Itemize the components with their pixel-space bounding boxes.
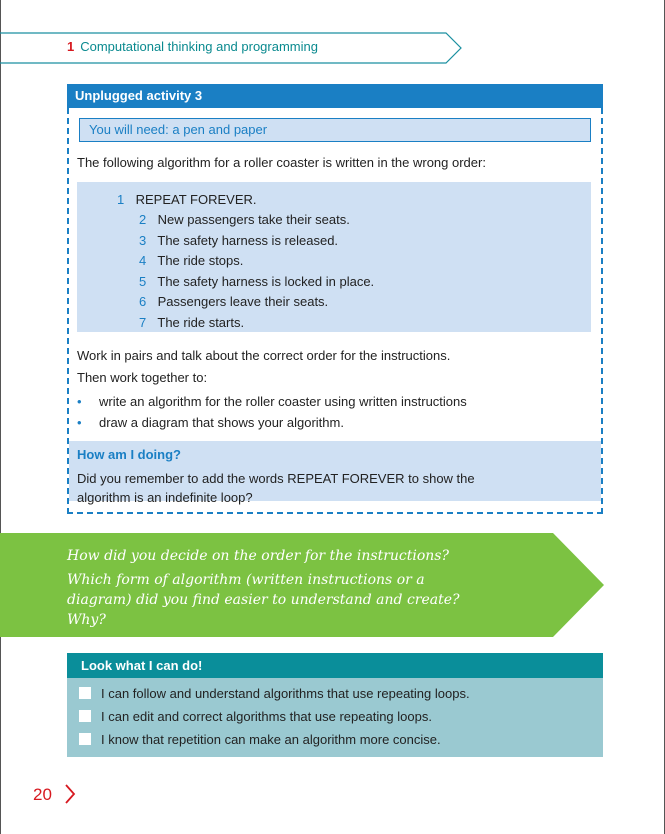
step-text: New passengers take their seats.	[157, 212, 350, 227]
bullet-item	[77, 394, 467, 409]
reflection-questions	[67, 546, 487, 630]
bullet-dot-icon: •	[77, 394, 82, 409]
activity-intro: The following algorithm for a roller coaster is written in the wrong order:	[77, 155, 486, 170]
work-instructions-line2: Then work together to:	[77, 370, 208, 385]
can-do-text: I can edit and correct algorithms that use repeating loops.	[101, 709, 432, 724]
checkbox[interactable]	[79, 733, 91, 745]
how-am-i-doing-text: Did you remember to add the words REPEAT FOREVER to show the algorithm is an indefinite loop?	[77, 471, 475, 505]
can-do-item	[79, 732, 441, 747]
step-text: The ride stops.	[157, 253, 244, 268]
algorithm-step	[139, 315, 244, 330]
can-do-title: Look what I can do!	[67, 653, 603, 678]
bullet-text: draw a diagram that shows your algorithm.	[99, 415, 344, 430]
step-number: 1	[117, 192, 125, 207]
step-number: 5	[139, 274, 147, 289]
bullet-text: write an algorithm for the roller coaster using written instructions	[99, 394, 467, 409]
algorithm-list	[77, 182, 591, 332]
you-will-need-box	[79, 118, 591, 142]
reflection-question-2: Which form of algorithm (written instructions or a diagram) did you find easier to understand and create? Why?	[67, 572, 460, 628]
chapter-heading	[67, 39, 318, 54]
algorithm-step	[117, 192, 257, 207]
page-number: 20	[33, 785, 52, 804]
step-text: The safety harness is locked in place.	[157, 274, 375, 289]
need-label: You will need:	[89, 122, 169, 137]
can-do-text: I can follow and understand algorithms that use repeating loops.	[101, 686, 470, 701]
can-do-item	[79, 686, 470, 701]
page-edge-left	[0, 0, 1, 834]
checkbox[interactable]	[79, 687, 91, 699]
bullet-item	[77, 415, 344, 430]
algorithm-step	[139, 212, 350, 227]
chapter-title: Computational thinking and programming	[80, 39, 318, 54]
dashed-border-right	[601, 108, 603, 514]
step-text: Passengers leave their seats.	[157, 294, 329, 309]
step-number: 4	[139, 253, 147, 268]
reflection-question-1: How did you decide on the order for the instructions?	[67, 548, 449, 564]
how-am-i-doing-box	[69, 441, 601, 505]
step-number: 3	[139, 233, 147, 248]
algorithm-step	[139, 233, 338, 248]
unplugged-activity-box	[67, 84, 603, 514]
dashed-border-bottom	[67, 512, 603, 514]
how-am-i-doing-title: How am I doing?	[77, 447, 181, 462]
work-instructions-line1: Work in pairs and talk about the correct order for the instructions.	[77, 348, 451, 363]
algorithm-step	[139, 253, 243, 268]
need-value: a pen and paper	[172, 122, 268, 137]
algorithm-step	[139, 294, 328, 309]
step-text: REPEAT FOREVER.	[135, 192, 257, 207]
step-number: 6	[139, 294, 147, 309]
can-do-item	[79, 709, 432, 724]
can-do-box	[67, 653, 603, 757]
algorithm-step	[139, 274, 374, 289]
chapter-number: 1	[67, 39, 75, 54]
checkbox[interactable]	[79, 710, 91, 722]
activity-title: Unplugged activity 3	[67, 84, 603, 108]
step-number: 7	[139, 315, 147, 330]
step-number: 2	[139, 212, 147, 227]
can-do-text: I know that repetition can make an algorithm more concise.	[101, 732, 441, 747]
step-text: The ride starts.	[157, 315, 245, 330]
bullet-dot-icon: •	[77, 415, 82, 430]
step-text: The safety harness is released.	[157, 233, 339, 248]
chevron-right-icon	[64, 783, 76, 805]
